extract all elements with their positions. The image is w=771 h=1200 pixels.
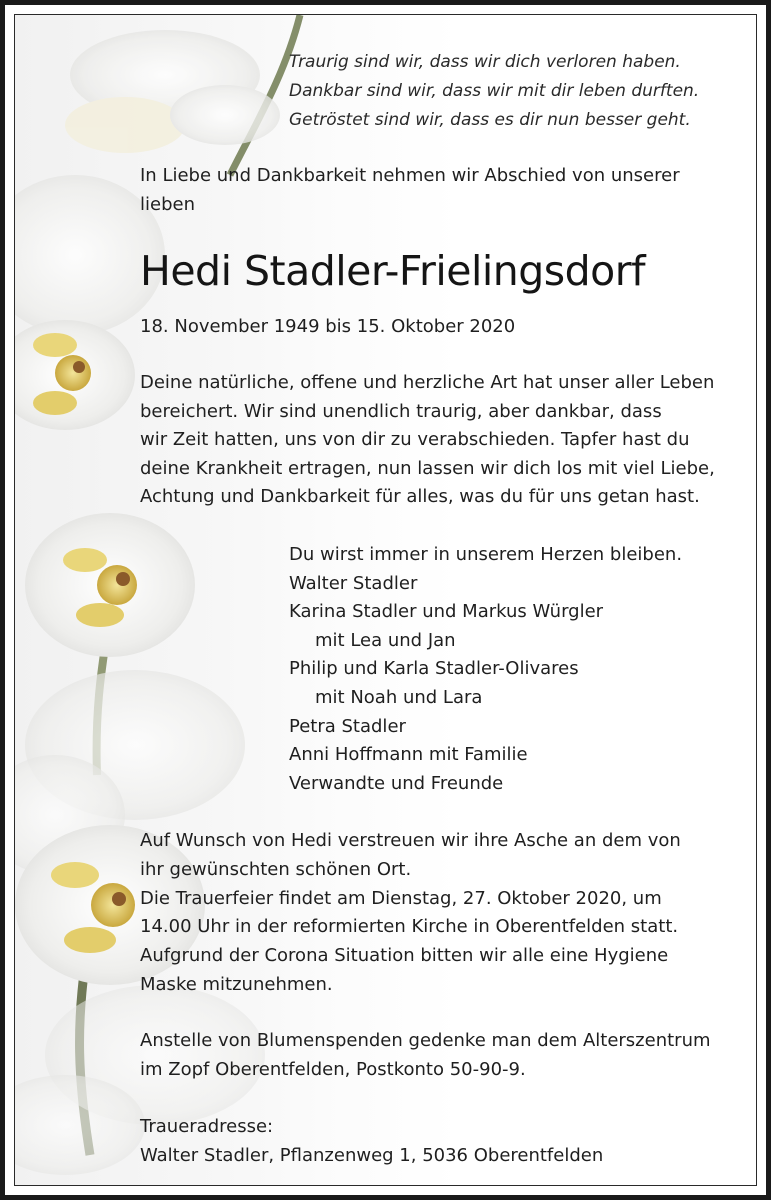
poem-verse xyxy=(289,48,699,135)
tribute-text xyxy=(140,369,715,512)
mourner-name: Walter Stadler xyxy=(289,572,418,594)
ceremony-line: Aufgrund der Corona Situation bitten wir alle eine Hygiene xyxy=(140,945,669,967)
intro-text xyxy=(140,161,680,219)
mourner-name: Karina Stadler und Markus Würgler xyxy=(289,601,604,623)
obituary-card xyxy=(14,14,757,1186)
ceremony-line: Die Trauerfeier findet am Dienstag, 27. Oktober 2020, um xyxy=(140,887,662,909)
deceased-name: Hedi Stadler-Frielingsdorf xyxy=(140,247,646,295)
tribute-line: Deine natürliche, offene und herzliche Art hat unser aller Leben xyxy=(140,372,715,393)
tribute-line: wir Zeit hatten, uns von dir zu verabschieden. Tapfer hast du xyxy=(140,429,690,450)
tribute-line: deine Krankheit ertragen, nun lassen wir dich los mit viel Liebe, xyxy=(140,457,715,479)
ceremony-line: ihr gewünschten schönen Ort. xyxy=(140,858,412,880)
poem-line: Getröstet sind wir, dass es dir nun besser geht. xyxy=(289,110,691,130)
ceremony-info xyxy=(140,827,681,1000)
tribute-line: bereichert. Wir sind unendlich traurig, aber dankbar, dass xyxy=(140,400,662,422)
donation-line: im Zopf Oberentfelden, Postkonto 50-90-9. xyxy=(140,1059,526,1080)
ceremony-line: Maske mitzunehmen. xyxy=(140,973,333,995)
address-label: Traueradresse: xyxy=(140,1116,274,1137)
donation-line: Anstelle von Blumenspenden gedenke man dem Alterszentrum xyxy=(140,1030,711,1051)
mourner-name: Verwandte und Freunde xyxy=(289,772,504,794)
intro-line: In Liebe und Dankbarkeit nehmen wir Abschied von unserer xyxy=(140,165,680,186)
life-dates: 18. November 1949 bis 15. Oktober 2020 xyxy=(140,316,516,337)
farewell-line: Du wirst immer in unserem Herzen bleiben. xyxy=(289,544,683,565)
mourner-name: Petra Stadler xyxy=(289,715,406,737)
intro-line: lieben xyxy=(140,194,195,215)
mourner-name: Philip und Karla Stadler-Olivares xyxy=(289,658,579,680)
poem-line: Dankbar sind wir, dass wir mit dir leben durften. xyxy=(289,81,700,101)
address-value: Walter Stadler, Pflanzenweg 1, 5036 Oberentfelden xyxy=(140,1145,604,1166)
donation-info xyxy=(140,1026,711,1084)
ceremony-line: Auf Wunsch von Hedi verstreuen wir ihre Asche an dem von xyxy=(140,830,681,851)
mourner-children: mit Noah und Lara xyxy=(315,686,483,708)
mourners-list xyxy=(289,541,682,798)
mourning-address xyxy=(140,1112,603,1170)
ceremony-line: 14.00 Uhr in der reformierten Kirche in Oberentfelden statt. xyxy=(140,916,679,938)
poem-line: Traurig sind wir, dass wir dich verloren haben. xyxy=(289,52,681,72)
mourner-name: Anni Hoffmann mit Familie xyxy=(289,744,528,766)
mourner-children: mit Lea und Jan xyxy=(315,629,456,651)
tribute-line: Achtung und Dankbarkeit für alles, was du für uns getan hast. xyxy=(140,486,700,507)
